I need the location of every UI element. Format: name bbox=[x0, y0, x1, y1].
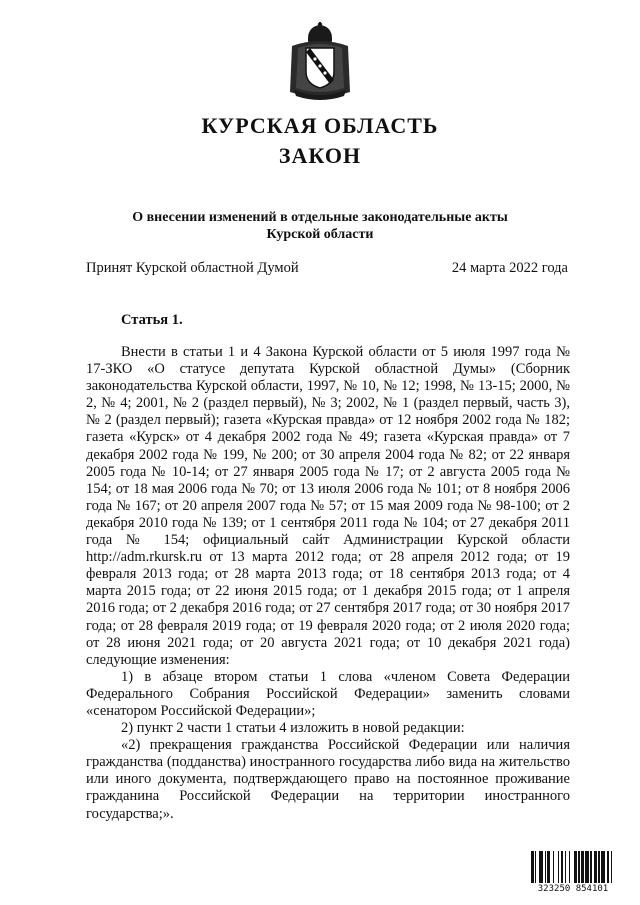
law-title-line-2: Курской области bbox=[266, 227, 374, 242]
document-type: ЗАКОН bbox=[278, 143, 362, 168]
article-paragraph: 1) в абзаце втором статьи 1 слова «членом Совета Федерации Федерального Собрания Российской Федерации» заменить словами «сенатором Российской Федерации»; bbox=[86, 668, 570, 719]
kursk-coat-of-arms-icon bbox=[284, 22, 356, 102]
article-heading: Статья 1. bbox=[121, 312, 183, 328]
region-title: КУРСКАЯ ОБЛАСТЬ bbox=[201, 113, 439, 138]
law-title-line-1: О внесении изменений в отдельные законодательные акты bbox=[132, 210, 508, 225]
barcode-number: 323250 854101 bbox=[537, 884, 609, 894]
article-paragraph: Внести в статьи 1 и 4 Закона Курской области от 5 июля 1997 года № 17-ЗКО «О статусе депутата Курской областной Думы» (Сборник законодательства Курской области, 1997, № 10, № 12; 1998, № 13-15; 2000, № 2, № 4; 2001, № 2 (раздел первый), № 3; 2002, № 1 (раздел первый, часть 3), № 2 (раздел первый); газета «Курская правда» от 12 ноября 2002 года № 182; газета «Курск» от 4 декабря 2002 года № 49; газета «Курская правда» от 7 декабря 2002 года № 199, № 200; от 30 апреля 2004 года № 82; от 22 января 2005 года № 10-14; от 27 января 2005 года № 17; от 2 августа 2005 года № 154; от 18 мая 2006 года № 70; от 13 июля 2006 года № 101; от 8 ноября 2006 года № 167; от 20 апреля 2007 года № 57; от 15 мая 2009 года № 98-100; от 2 декабря 2010 года № 139; от 1 сентября 2011 года № 104; от 27 декабря 2011 года № 154; официальный сайт Администрации Курской области http://adm.rkursk.ru от 13 марта 2012 года; от 28 апреля 2012 года; от 19 февраля 2013 года; от 28 марта 2013 года; от 18 сентября 2013 года; от 4 марта 2015 года; от 22 июня 2015 года; от 1 декабря 2015 года; от 1 апреля 2016 года; от 2 декабря 2016 года; от 27 сентября 2017 года; от 30 ноября 2017 года; от 28 февраля 2019 года; от 19 февраля 2020 года; от 2 июля 2020 года; от 28 июня 2021 года; от 20 августа 2021 года; от 10 декабря 2021 года) следующие изменения: bbox=[86, 344, 570, 668]
barcode-icon bbox=[531, 851, 615, 883]
law-title bbox=[100, 209, 540, 243]
adoption-date: 24 марта 2022 года bbox=[451, 260, 568, 276]
adopted-by: Принят Курской областной Думой bbox=[86, 260, 299, 276]
article-body bbox=[86, 344, 570, 823]
article-paragraph: 2) пункт 2 части 1 статьи 4 изложить в новой редакции: bbox=[121, 720, 465, 737]
article-paragraph: «2) прекращения гражданства Российской Федерации или наличия гражданства (подданства) иностранного государства либо вида на жительство или иного документа, подтверждающего право на постоянное проживание гражданина Российской Федерации на территории иностранного государства;». bbox=[86, 737, 570, 822]
barcode bbox=[531, 851, 615, 897]
adoption-row bbox=[86, 260, 568, 277]
